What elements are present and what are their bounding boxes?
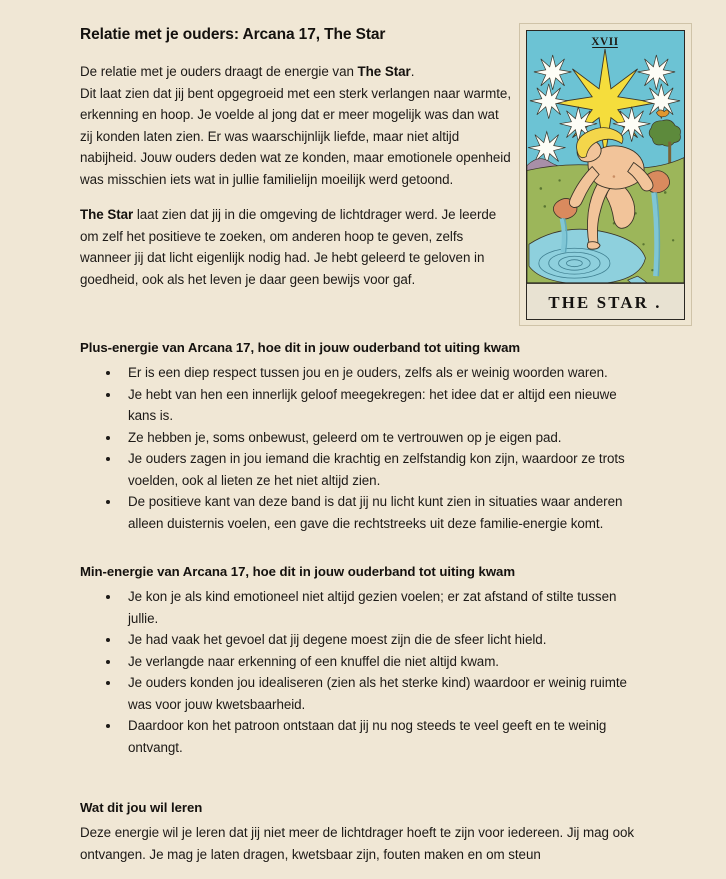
spacer-between-sections <box>80 552 646 562</box>
card-name-text: THE STAR . <box>548 292 662 313</box>
section-heading-wat-dit-jou-wil-leren: Wat dit jou wil leren <box>80 800 203 815</box>
list-item: Je hebt van hen een innerlijk geloof meegekregen: het idee dat er altijd een nieuwe kans is. <box>80 384 646 427</box>
svg-text:XVII: XVII <box>591 35 619 48</box>
second-bold-the-star: The Star <box>80 207 134 222</box>
list-item: Je had vaak het gevoel dat jij degene moest zijn die de sfeer licht hield. <box>80 629 646 651</box>
intro-lead: De relatie met je ouders draagt de energie van <box>80 64 358 79</box>
section-heading-plus-energie: Plus-energie van Arcana 17, hoe dit in jouw ouderband tot uiting kwam <box>80 340 521 355</box>
list-item: Ze hebben je, soms onbewust, geleerd om te vertrouwen op je eigen pad. <box>80 427 646 449</box>
second-paragraph <box>80 204 512 290</box>
intro-rest: Dit laat zien dat jij bent opgegroeid met een sterk verlangen naar warmte, erkenning en hoop. Je voelde al jong dat er meer mogelijk was dan wat zij konden laten zien. Er was waarschijnlijk liefde, maar niet altijd nabijheid. Jouw ouders deden wat ze konden, maar emotionele openheid was misschien iets wat in jullie familielijn moeilijk werd getoond. <box>80 85 511 187</box>
section-heading-min-energie: Min-energie van Arcana 17, hoe dit in jouw ouderband tot uiting kwam <box>80 564 516 579</box>
min-energie-list <box>80 586 646 758</box>
document-body <box>80 24 646 879</box>
list-item: Je ouders konden jou idealiseren (zien als het sterke kind) waardoor er weinig ruimte was voor jouw kwetsbaarheid. <box>80 672 646 715</box>
list-item: Daardoor kon het patroon ontstaan dat jij nu nog steeds te veel geeft en te weinig ontvangt. <box>80 715 646 758</box>
intro-paragraph <box>80 61 512 190</box>
list-item: Je ouders zagen in jou iemand die krachtig en zelfstandig kon zijn, waardoor ze trots voelden, ook al lieten ze het niet altijd zien. <box>80 448 646 491</box>
intro-bold-the-star: The Star <box>357 64 411 79</box>
second-rest: laat zien dat jij in die omgeving de lichtdrager werd. Je leerde om zelf het positieve te zoeken, om anderen hoop te geven, zelfs wanneer jij dat licht eigenlijk nodig had. Je hebt geleerd te geloven in goedheid, ook als het leven je daar geen bewijs voor gaf. <box>80 207 497 287</box>
list-item: De positieve kant van deze band is dat jij nu licht kunt zien in situaties waar anderen alleen duisternis voelen, een gave die rechtstreeks uit deze familie-energie komt. <box>80 491 646 534</box>
list-item: Je kon je als kind emotioneel niet altijd gezien voelen; er zat afstand of stilte tussen jullie. <box>80 586 646 629</box>
intro-tail: . <box>410 64 415 79</box>
list-item: Er is een diep respect tussen jou en je ouders, zelfs als er weinig woorden waren. <box>80 362 646 384</box>
spacer-before-closing <box>80 776 646 798</box>
spacer-after-intro <box>80 304 646 338</box>
page-title: Relatie met je ouders: Arcana 17, The Star <box>80 26 386 43</box>
closing-paragraph: Deze energie wil je leren dat jij niet meer de lichtdrager hoeft te zijn voor iedereen. Jij mag ook ontvangen. Je mag je laten dragen, kwetsbaar zijn, fouten maken en om steun <box>80 825 635 862</box>
list-item: Je verlangde naar erkenning of een knuffel die niet altijd kwam. <box>80 651 646 673</box>
plus-energie-list <box>80 362 646 534</box>
